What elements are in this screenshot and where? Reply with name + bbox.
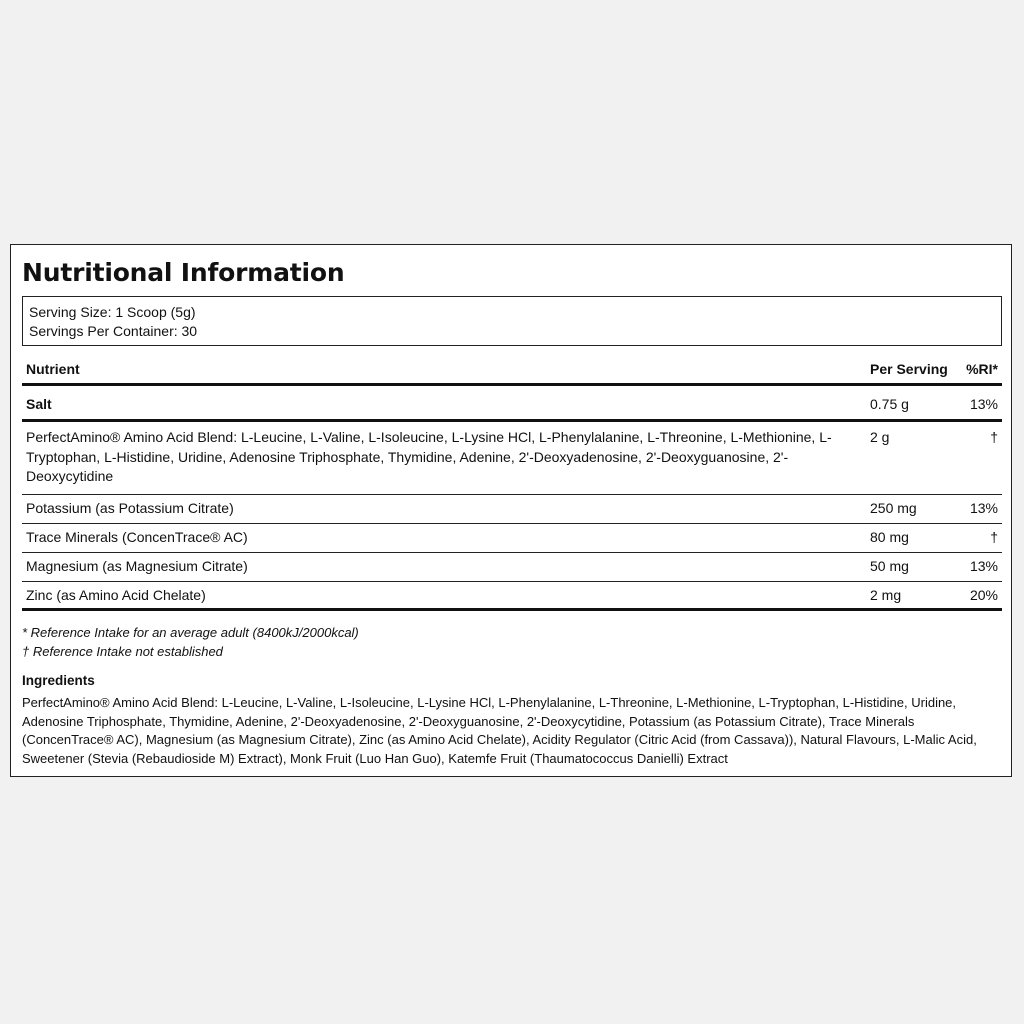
ri-value: †: [990, 529, 998, 545]
ingredients-text: PerfectAmino® Amino Acid Blend: L-Leucine, L-Valine, L-Isoleucine, L-Lysine HCl, L-Phenylalanine, L-Threonine, L-Methionine, L-Tryptophan, L-Histidine, Uridine, Adenosine Triphosphate, Thymidine, Adenine, 2'-Deoxyadenosine, 2'-Deoxyguanosine, 2'-Deoxycytidine, Potassium (as Potassium Citrate), Trace Minerals (ConcenTrace® AC), Magnesium (as Magnesium Citrate), Zinc (as Amino Acid Chelate), Acidity Regulator (Citric Acid (from Cassava)), Natural Flavours, L-Malic Acid, Sweetener (Stevia (Rebaudioside M) Extract), Monk Fruit (Luo Han Guo), Katemfe Fruit (Thaumatococcus Danielli) Extract: [22, 695, 977, 766]
footnote-ri: * Reference Intake for an average adult (8400kJ/2000kcal): [22, 625, 359, 640]
footnote-dagger: † Reference Intake not established: [22, 644, 223, 659]
nutrient-name: Salt: [26, 396, 52, 412]
serving-size: Serving Size: 1 Scoop (5g): [29, 304, 196, 320]
per-serving-value: 2 mg: [870, 587, 902, 603]
table-row: [22, 422, 1002, 495]
header-per-serving: Per Serving: [870, 361, 948, 377]
nutrient-name: PerfectAmino® Amino Acid Blend: L-Leucine, L-Valine, L-Isoleucine, L-Lysine HCl, L-Phenylalanine, L-Threonine, L-Methionine, L-Tryptophan, L-Histidine, Uridine, Adenosine Triphosphate, Thymidine, Adenine, 2'-Deoxyadenosine, 2'-Deoxyguanosine, 2'-Deoxycytidine: [26, 429, 832, 484]
nutrient-name: Potassium (as Potassium Citrate): [26, 500, 234, 516]
per-serving-value: 0.75 g: [870, 396, 909, 412]
nutrient-name: Trace Minerals (ConcenTrace® AC): [26, 529, 248, 545]
ri-value: 20%: [969, 587, 998, 603]
table-row: [22, 524, 1002, 553]
serving-info-box: [22, 296, 1002, 346]
per-serving-value: 2 g: [870, 429, 890, 445]
header-ri: %RI*: [966, 361, 998, 377]
panel-title: Nutritional Information: [22, 258, 345, 287]
table-row: [22, 386, 1002, 422]
table-row: [22, 495, 1002, 524]
nutrient-name: Magnesium (as Magnesium Citrate): [26, 558, 248, 574]
nutrition-panel: [10, 244, 1012, 777]
per-serving-value: 80 mg: [870, 529, 909, 545]
ri-value: †: [990, 429, 998, 445]
per-serving-value: 50 mg: [870, 558, 909, 574]
footnotes: [22, 623, 359, 661]
table-row: [22, 553, 1002, 582]
ri-value: 13%: [969, 500, 998, 516]
per-serving-value: 250 mg: [870, 500, 917, 516]
nutrient-name: Zinc (as Amino Acid Chelate): [26, 587, 206, 603]
header-nutrient: Nutrient: [26, 361, 80, 377]
table-row: [22, 582, 1002, 611]
table-header-row: [22, 356, 1002, 386]
ingredients-heading: Ingredients: [22, 673, 95, 688]
nutrition-table: [22, 356, 1002, 611]
servings-per-container: Servings Per Container: 30: [29, 323, 198, 339]
ri-value: 13%: [969, 396, 998, 412]
ri-value: 13%: [969, 558, 998, 574]
